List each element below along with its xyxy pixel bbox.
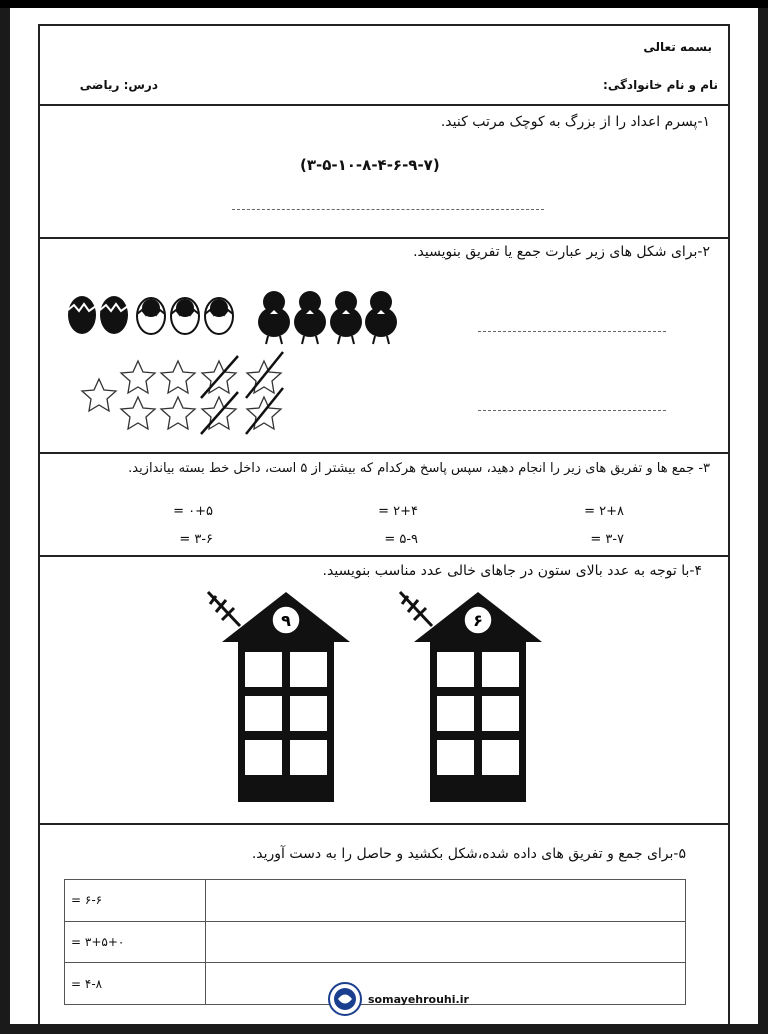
top-bar xyxy=(0,0,768,8)
house-number: ۶ xyxy=(473,611,483,630)
equation: ۵-۹ = xyxy=(384,532,418,547)
stars-figure xyxy=(76,350,296,440)
hatching-egg-icon xyxy=(137,298,165,334)
worksheet-frame xyxy=(38,24,730,1024)
chick-icon xyxy=(258,291,290,344)
site-logo-icon xyxy=(326,982,364,1016)
hatching-egg-icon xyxy=(205,298,233,334)
q5-expression: ۶-۶ = xyxy=(65,880,206,922)
subject-label: درس: ریاضی xyxy=(79,78,158,92)
question-2-text: ۲-برای شکل های زیر عبارت جمع یا تفریق بنویسید. xyxy=(413,244,710,260)
q2-answer-line-2[interactable] xyxy=(478,410,666,411)
table-row xyxy=(65,880,686,922)
bismillah-text: بسمه تعالی xyxy=(643,40,712,54)
q5-table xyxy=(64,879,686,1005)
antenna-icon xyxy=(208,592,240,626)
question-3-text: ۳- جمع ها و تفریق های زیر را انجام دهید، سپس پاسخ هرکدام که بیشتر از ۵ است، داخل خط بسته بیاندازید. xyxy=(128,461,710,476)
divider xyxy=(38,555,730,557)
divider xyxy=(38,452,730,454)
chick-icon xyxy=(365,291,397,344)
divider xyxy=(38,104,730,106)
equation: ۳-۶ = xyxy=(179,532,213,547)
equation: ۰+۵ = xyxy=(173,504,213,519)
q1-number-list: (۳-۵-۱۰-۸-۴-۶-۹-۷) xyxy=(300,156,440,174)
q5-expression: ۴-۸ = xyxy=(65,963,206,1005)
star-icon xyxy=(161,397,195,429)
egg-icon xyxy=(68,296,96,334)
q5-drawing-cell[interactable] xyxy=(206,921,686,963)
star-icon xyxy=(161,361,195,393)
divider xyxy=(38,823,730,825)
divider xyxy=(38,237,730,239)
star-icon xyxy=(82,379,116,411)
question-1-text: ۱-پسرم اعداد را از بزرگ به کوچک مرتب کنید. xyxy=(440,114,710,130)
q5-drawing-cell[interactable] xyxy=(206,880,686,922)
equation: ۲+۴ = xyxy=(378,504,418,519)
question-4-text: ۴-با توجه به عدد بالای ستون در جاهای خالی عدد مناسب بنویسید. xyxy=(322,563,702,579)
star-icon xyxy=(121,361,155,393)
q1-answer-line[interactable] xyxy=(232,209,544,210)
eggs-and-chicks-figure xyxy=(60,280,410,350)
equation: ۳-۷ = xyxy=(590,532,624,547)
star-icon xyxy=(121,397,155,429)
chick-icon xyxy=(330,291,362,344)
chick-icon xyxy=(294,291,326,344)
q2-answer-line-1[interactable] xyxy=(478,331,666,332)
house-number: ۹ xyxy=(281,611,291,630)
name-label: نام و نام خانوادگی: xyxy=(603,78,718,92)
hatching-egg-icon xyxy=(171,298,199,334)
antenna-icon xyxy=(400,592,432,626)
table-row xyxy=(65,921,686,963)
number-house-right xyxy=(388,588,558,806)
number-house-left xyxy=(196,588,366,806)
question-5-text: ۵-برای جمع و تفریق های داده شده،شکل بکشید و حاصل را به دست آورید. xyxy=(251,846,686,862)
site-url: somayehrouhi.ir xyxy=(368,993,469,1006)
equation: ۲+۸ = xyxy=(584,504,624,519)
q5-expression: ۳+۵+۰ = xyxy=(65,921,206,963)
egg-icon xyxy=(100,296,128,334)
